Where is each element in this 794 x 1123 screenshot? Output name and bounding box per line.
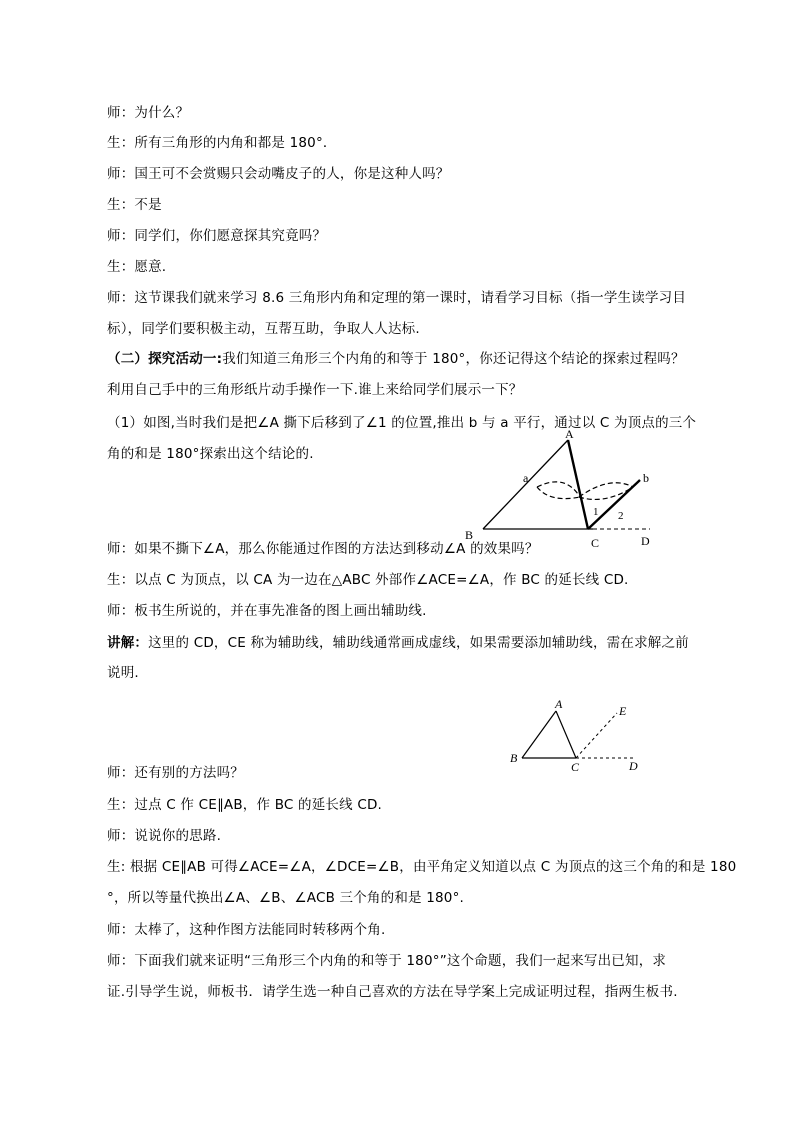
dialogue-line: 生：不是 bbox=[107, 197, 162, 213]
explain-text: 这里的 CD，CE 称为辅助线，辅助线通常画成虚线，如果需要添加辅助线，需在求解之前 bbox=[148, 635, 689, 651]
label-2: 2 bbox=[618, 510, 624, 522]
label-C: C bbox=[591, 536, 600, 550]
explain-label: 讲解： bbox=[107, 635, 149, 651]
dialogue-line: （1）如图,当时我们是把∠A 撕下后移到了∠1 的位置,推出 b 与 a 平行，通过以 C 为顶点的三个 bbox=[107, 415, 697, 431]
dialogue-line: 师：说说你的思路. bbox=[107, 828, 222, 844]
activity-heading: （二）探究活动一: bbox=[107, 351, 223, 367]
dialogue-line: 证.引导学生说，师板书．请学生选一种自己喜欢的方法在导学案上完成证明过程，指两生板书. bbox=[107, 984, 678, 1000]
label-B: B bbox=[510, 751, 518, 765]
label-D: D bbox=[629, 759, 638, 773]
dialogue-line: 角的和是 180°探索出这个结论的. bbox=[107, 446, 314, 462]
dialogue-line: 师：如果不撕下∠A，那么你能通过作图的方法达到移动∠A 的效果吗？ bbox=[107, 541, 539, 557]
dialogue-line: 师：还有别的方法吗？ bbox=[107, 765, 244, 781]
label-a: a bbox=[523, 471, 529, 485]
figure-triangle-auxiliary-lines bbox=[505, 695, 655, 775]
label-D: D bbox=[641, 534, 650, 548]
dialogue-line: °，所以等量代换出∠A、∠B、∠ACB 三个角的和是 180°. bbox=[107, 890, 465, 906]
activity-paragraph bbox=[107, 350, 685, 368]
dialogue-line: 利用自己手中的三角形纸片动手操作一下.谁上来给同学们展示一下？ bbox=[107, 382, 523, 398]
label-C: C bbox=[571, 760, 580, 774]
dialogue-line: 师：为什么？ bbox=[107, 105, 190, 121]
dialogue-line: 生：以点 C 为顶点，以 CA 为一边在△ABC 外部作∠ACE=∠A，作 BC 的延长线 CD. bbox=[107, 572, 629, 588]
label-A: A bbox=[565, 427, 574, 441]
label-B: B bbox=[465, 528, 474, 542]
explain-paragraph bbox=[107, 634, 689, 652]
dialogue-line: 师：同学们，你们愿意探其究竟吗？ bbox=[107, 228, 327, 244]
dialogue-line: 师：这节课我们就来学习 8.6 三角形内角和定理的第一课时，请看学习目标（指一学生读学习目 bbox=[107, 290, 687, 306]
dialogue-line: 师：太棒了，这种作图方法能同时转移两个角. bbox=[107, 922, 386, 938]
dialogue-line: 生：愿意. bbox=[107, 259, 167, 275]
label-E: E bbox=[619, 704, 627, 718]
label-A: A bbox=[555, 697, 563, 711]
dialogue-line: 说明. bbox=[107, 665, 139, 681]
activity-text: 我们知道三角形三个内角的和等于 180°，你还记得这个结论的探索过程吗？ bbox=[222, 351, 685, 367]
dialogue-line: 标），同学们要积极主动，互帮互助，争取人人达标. bbox=[107, 321, 420, 337]
dialogue-line: 师：国王可不会赏赐只会动嘴皮子的人，你是这种人吗？ bbox=[107, 166, 450, 182]
figure-triangle-torn-angle bbox=[455, 425, 670, 550]
dialogue-line: 师：板书生所说的，并在事先准备的图上画出辅助线. bbox=[107, 603, 427, 619]
dialogue-line: 生：过点 C 作 CE∥AB，作 BC 的延长线 CD. bbox=[107, 797, 383, 813]
label-b: b bbox=[643, 471, 649, 485]
dialogue-line: 生: 根据 CE∥AB 可得∠ACE=∠A，∠DCE=∠B，由平角定义知道以点 C 为顶点的这三个角的和是 180 bbox=[107, 859, 737, 875]
dialogue-line: 生：所有三角形的内角和都是 180°． bbox=[107, 135, 337, 151]
dialogue-line: 师：下面我们就来证明“三角形三个内角的和等于 180°”这个命题，我们一起来写出已知，求 bbox=[107, 953, 667, 969]
label-1: 1 bbox=[593, 506, 599, 518]
